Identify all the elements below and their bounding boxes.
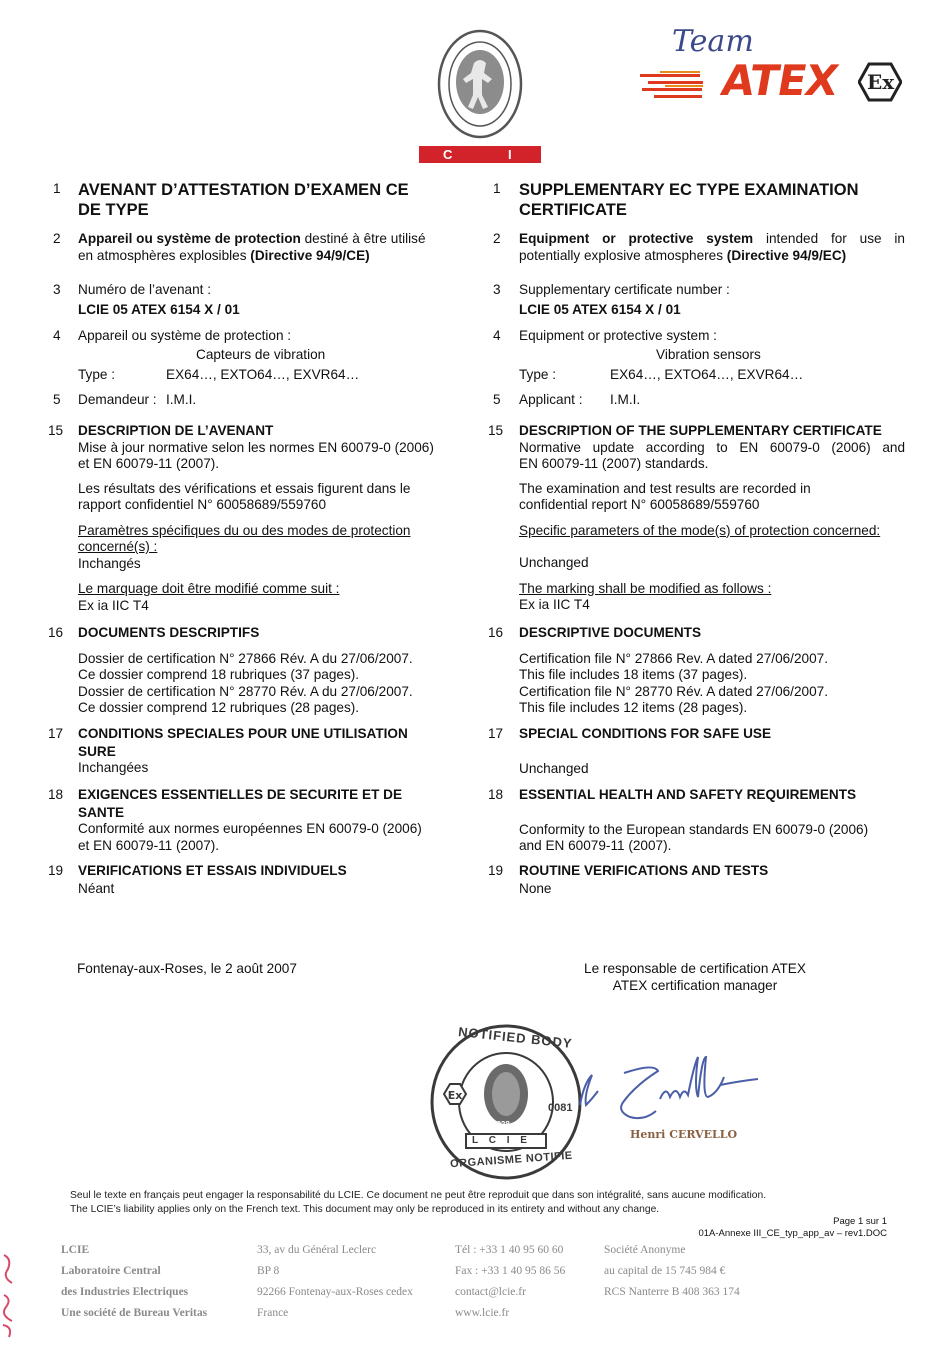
footer-address-l3: 92266 Fontenay-aux-Roses cedex <box>257 1286 413 1298</box>
right-s19-value: None <box>519 880 552 896</box>
right-s16-num: 16 <box>488 625 504 640</box>
left-s16-l1: Dossier de certification N° 27866 Rév. A du 27/06/2007. <box>78 650 413 666</box>
left-s16-num: 16 <box>48 625 64 640</box>
right-s5-num: 5 <box>493 392 501 407</box>
lcie-logo-text: L C I E <box>443 132 538 177</box>
left-s2-l2a: en atmosphères explosibles <box>78 247 251 263</box>
right-s15-num: 15 <box>488 423 504 438</box>
right-s2-num: 2 <box>493 231 501 246</box>
left-s15-param-value: Inchangés <box>78 555 141 571</box>
left-s1-title <box>78 180 409 220</box>
right-s15-p2-l2: confidential report N° 60058689/559760 <box>519 497 760 512</box>
right-s1-title-l1: SUPPLEMENTARY EC TYPE EXAMINATION <box>519 181 859 199</box>
right-s16-title: DESCRIPTIVE DOCUMENTS <box>519 625 702 640</box>
margin-annotation-mark <box>0 1245 18 1345</box>
left-s18-title-l1: EXIGENCES ESSENTIELLES DE SECURITE ET DE <box>78 787 403 802</box>
left-s19-value: Néant <box>78 880 115 896</box>
right-s18-num: 18 <box>488 787 504 802</box>
right-s16-l1: Certification file N° 27866 Rev. A dated 27/06/2007. <box>519 650 828 666</box>
footer-legal-l1: Société Anonyme <box>604 1244 686 1256</box>
left-s2-bold: Appareil ou système de protection <box>78 231 301 246</box>
left-s18-l1: Conformité aux normes européennes EN 60079-0 (2006) <box>78 821 422 836</box>
stamp-lcie: L C I E <box>472 1135 531 1146</box>
right-s1-title-l2: CERTIFICATE <box>519 201 627 219</box>
right-s18-l2: and EN 60079-11 (2007). <box>519 838 672 853</box>
right-s2-rest: intended for use in <box>753 231 905 246</box>
footer-org-l1: LCIE <box>61 1244 90 1256</box>
left-s2-text <box>78 231 458 264</box>
footer-org <box>61 1240 207 1324</box>
left-s2-num: 2 <box>53 231 61 246</box>
footer-fax: Fax : +33 1 40 95 86 56 <box>455 1265 566 1277</box>
svg-text:Ex: Ex <box>447 1089 463 1102</box>
left-s15-p2-l2: rapport confidentiel N° 60058689/559760 <box>78 497 327 512</box>
left-s4-type-value: EX64…, EXTO64…, EXVR64… <box>166 367 360 382</box>
left-s2-directive: (Directive 94/9/CE) <box>250 247 370 263</box>
left-s3 <box>78 282 240 318</box>
left-s4-type-label: Type : <box>78 367 116 382</box>
stamp-text-bottom: ORGANISME NOTIFIE <box>449 1149 574 1171</box>
right-s15-mark-value: Ex ia IIC T4 <box>519 597 590 612</box>
stamp-number: 0081 <box>548 1102 573 1114</box>
right-s2-directive: (Directive 94/9/EC) <box>726 247 847 263</box>
right-s2-bold: Equipment or protective system <box>519 231 754 246</box>
right-s18-title: ESSENTIAL HEALTH AND SAFETY REQUIREMENTS <box>519 787 857 802</box>
left-s15-param-l2: concerné(s) : <box>78 539 158 554</box>
left-s3-value: LCIE 05 ATEX 6154 X / 01 <box>78 301 240 317</box>
stamp-year: 1828 <box>492 1120 510 1129</box>
left-s5-label: Demandeur : <box>78 392 157 407</box>
right-s19-num: 19 <box>488 863 504 878</box>
left-s18 <box>78 787 422 854</box>
left-s1-title-l1: AVENANT D’ATTESTATION D’EXAMEN CE <box>78 181 409 199</box>
footer <box>0 1238 950 1338</box>
left-s16-l4: Ce dossier comprend 12 rubriques (28 pages). <box>78 700 360 715</box>
left-s4-num: 4 <box>53 328 61 343</box>
left-s17-title-l2: SURE <box>78 743 116 759</box>
left-s17-title-l1: CONDITIONS SPECIALES POUR UNE UTILISATION <box>78 726 408 741</box>
notice-fr: Seul le texte en français peut engager la responsabilité du LCIE. Ce document ne peut être reproduit que dans son intégralité, sans aucune modification. <box>70 1190 767 1201</box>
left-s15-l1: Mise à jour normative selon les normes EN 60079-0 (2006) <box>78 439 434 455</box>
place-date: Fontenay-aux-Roses, le 2 août 2007 <box>77 961 297 976</box>
left-s18-num: 18 <box>48 787 64 802</box>
lcie-logo-bar <box>419 132 541 177</box>
right-s15-p2-l1: The examination and test results are recorded in <box>519 480 811 496</box>
bureau-veritas-seal <box>436 28 524 140</box>
ex-symbol-text: Ex <box>867 70 895 94</box>
right-s17-value: Unchanged <box>519 760 589 776</box>
right-s18 <box>519 787 868 855</box>
stamp-text-top: NOTIFIED BODY <box>457 1024 574 1051</box>
left-s18-title-l2: SANTE <box>78 804 125 820</box>
right-s1-num: 1 <box>493 181 501 196</box>
footer-address-l4: France <box>257 1307 289 1319</box>
right-s4-label: Equipment or protective system : <box>519 328 717 343</box>
left-s16-title: DOCUMENTS DESCRIPTIFS <box>78 625 260 640</box>
right-s15-param-value: Unchanged <box>519 555 589 570</box>
team-atex-logo <box>640 24 905 108</box>
left-s17-num: 17 <box>48 726 64 741</box>
right-s4-product: Vibration sensors <box>656 347 761 362</box>
left-s17 <box>78 726 408 777</box>
left-s19-title: VERIFICATIONS ET ESSAIS INDIVIDUELS <box>78 863 347 878</box>
right-s17-num: 17 <box>488 726 504 741</box>
right-s16-l3: Certification file N° 28770 Rév. A dated 27/06/2007. <box>519 683 828 699</box>
right-s15-l1: Normative update according to EN 60079-0 (2006) and <box>519 439 905 455</box>
page-number: Page 1 sur 1 <box>833 1216 887 1227</box>
right-s1-title <box>519 180 859 220</box>
footer-address <box>257 1240 413 1324</box>
right-s19 <box>519 863 768 897</box>
left-s15-mark-label: Le marquage doit être modifié comme suit : <box>78 581 340 596</box>
right-s4-type-value: EX64…, EXTO64…, EXVR64… <box>610 367 804 382</box>
footer-org-l4: Une société de Bureau Veritas <box>61 1307 208 1319</box>
right-s15-mark-label: The marking shall be modified as follows : <box>519 580 772 596</box>
signer-name: Henri CERVELLO <box>630 1128 738 1141</box>
footer-org-l3: des Industries Electriques <box>61 1286 189 1298</box>
right-s19-title: ROUTINE VERIFICATIONS AND TESTS <box>519 863 769 878</box>
right-s17 <box>519 726 771 777</box>
signatory-title-fr: Le responsable de certification ATEX <box>584 961 806 976</box>
right-s3-label: Supplementary certificate number : <box>519 282 730 297</box>
right-s16-l4: This file includes 12 items (28 pages). <box>519 700 748 715</box>
footer-contact <box>455 1240 565 1324</box>
left-s19-num: 19 <box>48 863 64 878</box>
footer-website-link[interactable]: www.lcie.fr <box>455 1307 510 1319</box>
left-s3-label: Numéro de l’avenant : <box>78 282 211 297</box>
right-s5-label: Applicant : <box>519 392 583 407</box>
footer-address-l1: 33, av du Général Leclerc <box>257 1244 377 1256</box>
left-s18-l2: et EN 60079-11 (2007). <box>78 837 220 853</box>
left-s15-mark-value: Ex ia IIC T4 <box>78 597 149 613</box>
left-s16-l3: Dossier de certification N° 28770 Rév. A du 27/06/2007. <box>78 683 413 699</box>
right-s3 <box>519 282 730 318</box>
signatory-title <box>555 961 835 994</box>
right-s5-value: I.M.I. <box>610 392 641 407</box>
left-s19 <box>78 863 347 897</box>
signatory-title-en: ATEX certification manager <box>612 977 778 993</box>
left-s15-num: 15 <box>48 423 64 438</box>
right-s4-type-label: Type : <box>519 367 557 382</box>
atex-logo-text: ATEX <box>717 56 842 105</box>
left-s1-title-l2: DE TYPE <box>78 201 149 219</box>
doc-reference: 01A-Annexe III_CE_typ_app_av – rev1.DOC <box>698 1228 887 1239</box>
footer-org-l2: Laboratoire Central <box>61 1265 161 1277</box>
left-s16-l2: Ce dossier comprend 18 rubriques (37 pages). <box>78 667 360 682</box>
right-s18-l1: Conformity to the European standards EN 60079-0 (2006) <box>519 821 869 837</box>
left-s5-value: I.M.I. <box>166 392 197 407</box>
right-s2-text <box>519 231 905 264</box>
right-s15-title: DESCRIPTION OF THE SUPPLEMENTARY CERTIFICATE <box>519 423 882 438</box>
left-s5-num: 5 <box>53 392 61 407</box>
right-s4-num: 4 <box>493 328 501 343</box>
right-s15 <box>519 423 905 614</box>
left-s15-param-l1: Paramètres spécifiques du ou des modes de protection <box>78 522 411 538</box>
right-s3-value: LCIE 05 ATEX 6154 X / 01 <box>519 301 681 317</box>
left-s3-num: 3 <box>53 282 61 297</box>
left-s15-l2: et EN 60079-11 (2007). <box>78 456 220 471</box>
footer-legal <box>604 1240 740 1303</box>
right-s17-title: SPECIAL CONDITIONS FOR SAFE USE <box>519 726 772 741</box>
left-s15 <box>78 423 463 614</box>
right-s2-l2a: potentially explosive atmospheres <box>519 247 727 263</box>
right-s16 <box>519 625 828 717</box>
handwritten-signature <box>570 1055 800 1135</box>
team-script-text: Team <box>672 24 754 59</box>
ex-hexagon-icon <box>858 62 902 102</box>
footer-phone: Tél : +33 1 40 95 60 60 <box>455 1244 564 1256</box>
footer-legal-l3: RCS Nanterre B 408 363 174 <box>604 1286 740 1298</box>
right-s16-l2: This file includes 18 items (37 pages). <box>519 667 748 682</box>
footer-address-l2: BP 8 <box>257 1265 280 1277</box>
left-s15-title: DESCRIPTION DE L’AVENANT <box>78 423 274 438</box>
footer-email-link[interactable]: contact@lcie.fr <box>455 1286 526 1298</box>
notified-body-stamp <box>428 1022 584 1182</box>
left-s17-value: Inchangées <box>78 760 149 775</box>
footer-legal-l2: au capital de 15 745 984 € <box>604 1265 726 1277</box>
left-s15-p2-l1: Les résultats des vérifications et essais figurent dans le <box>78 480 411 496</box>
right-s15-param-l1: Specific parameters of the mode(s) of protection concerned: <box>519 522 881 538</box>
left-s16 <box>78 625 413 717</box>
left-s1-num: 1 <box>53 181 61 196</box>
right-s15-l2: EN 60079-11 (2007) standards. <box>519 456 709 471</box>
left-s4-label: Appareil ou système de protection : <box>78 328 292 343</box>
left-s4-product: Capteurs de vibration <box>196 347 326 362</box>
left-s2-rest: destiné à être utilisé <box>300 231 426 246</box>
right-s3-num: 3 <box>493 282 501 297</box>
notice-en: The LCIE’s liability applies only on the French text. This document may only be reproduced in its entirety and without any change. <box>70 1204 660 1215</box>
